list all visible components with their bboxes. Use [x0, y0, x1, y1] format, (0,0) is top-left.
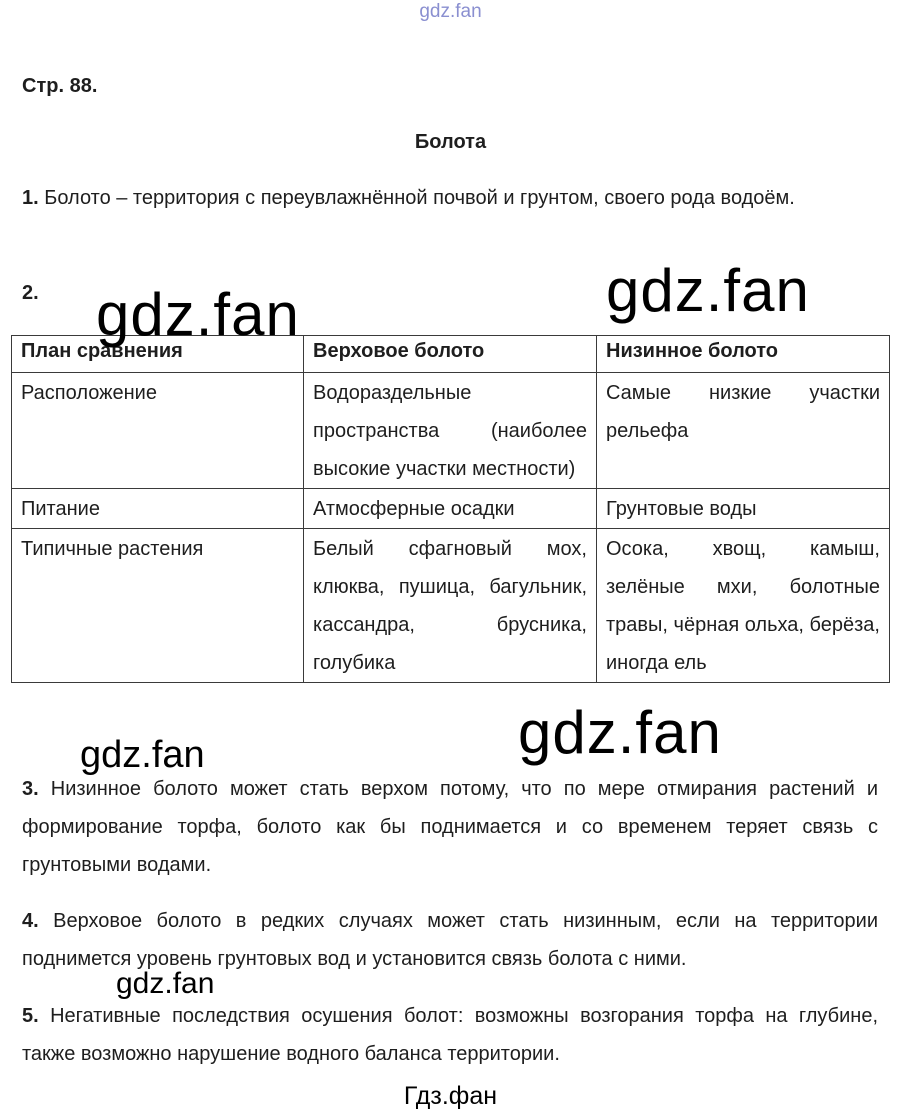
table-header-cell: План сравнения: [12, 336, 304, 373]
table-row: [12, 529, 890, 683]
answer-1-number: 1.: [22, 187, 39, 209]
watermark: gdz.fan: [96, 281, 300, 348]
answer-5-text: Негативные последствия осушения болот: возможны возгорания торфа на глубине, также возможно нарушение водного баланса территории.: [22, 1005, 878, 1065]
answer-5: [22, 997, 878, 1073]
table-cell: Осока, хвощ, камыш, зелёные мхи, болотные травы, чёрная ольха, берёза, иногда ель: [597, 529, 890, 683]
table-cell: Самые низкие участки рельефа: [597, 373, 890, 489]
answer-2-number: 2.: [22, 282, 39, 304]
watermark: gdz.fan: [116, 967, 215, 1000]
answer-3: [22, 770, 878, 884]
answer-1-text: Болото – территория с переувлажнённой почвой и грунтом, своего рода водоём.: [44, 187, 795, 209]
page-number: Стр. 88.: [22, 75, 98, 97]
answer-5-number: 5.: [22, 1005, 39, 1027]
watermark: gdz.fan: [606, 257, 810, 324]
footer-watermark: Гдз.фан: [403, 1082, 498, 1110]
table-cell: Водораздельные пространства (наиболее высокие участки местности): [304, 373, 597, 489]
table-cell: Питание: [12, 489, 304, 529]
table-cell: Типичные растения: [12, 529, 304, 683]
answer-1: [22, 179, 878, 217]
table-row: [12, 489, 890, 529]
table-header-cell: Верховое болото: [304, 336, 597, 373]
answer-3-text: Низинное болото может стать верхом потому, что по мере отмирания растений и формирование торфа, болото как бы поднимается и со временем теряет связь с грунтовыми водами.: [22, 778, 878, 876]
answer-4-number: 4.: [22, 910, 39, 932]
table-cell: Расположение: [12, 373, 304, 489]
header-watermark: gdz.fan: [419, 1, 482, 22]
watermark: gdz.fan: [80, 734, 205, 776]
table-header-cell: Низинное болото: [597, 336, 890, 373]
table-cell: Атмосферные осадки: [304, 489, 597, 529]
table-cell: Белый сфагновый мох, клюква, пушица, багульник, кассандра, брусника, голубика: [304, 529, 597, 683]
answer-4-text: Верховое болото в редких случаях может стать низинным, если на территории поднимется уровень грунтовых вод и установится связь болота с ними.: [22, 910, 879, 970]
comparison-table: [11, 335, 890, 683]
table-row: [12, 373, 890, 489]
table-cell: Грунтовые воды: [597, 489, 890, 529]
page-title: Болота: [414, 131, 487, 153]
watermark: gdz.fan: [518, 699, 722, 766]
answer-3-number: 3.: [22, 778, 39, 800]
